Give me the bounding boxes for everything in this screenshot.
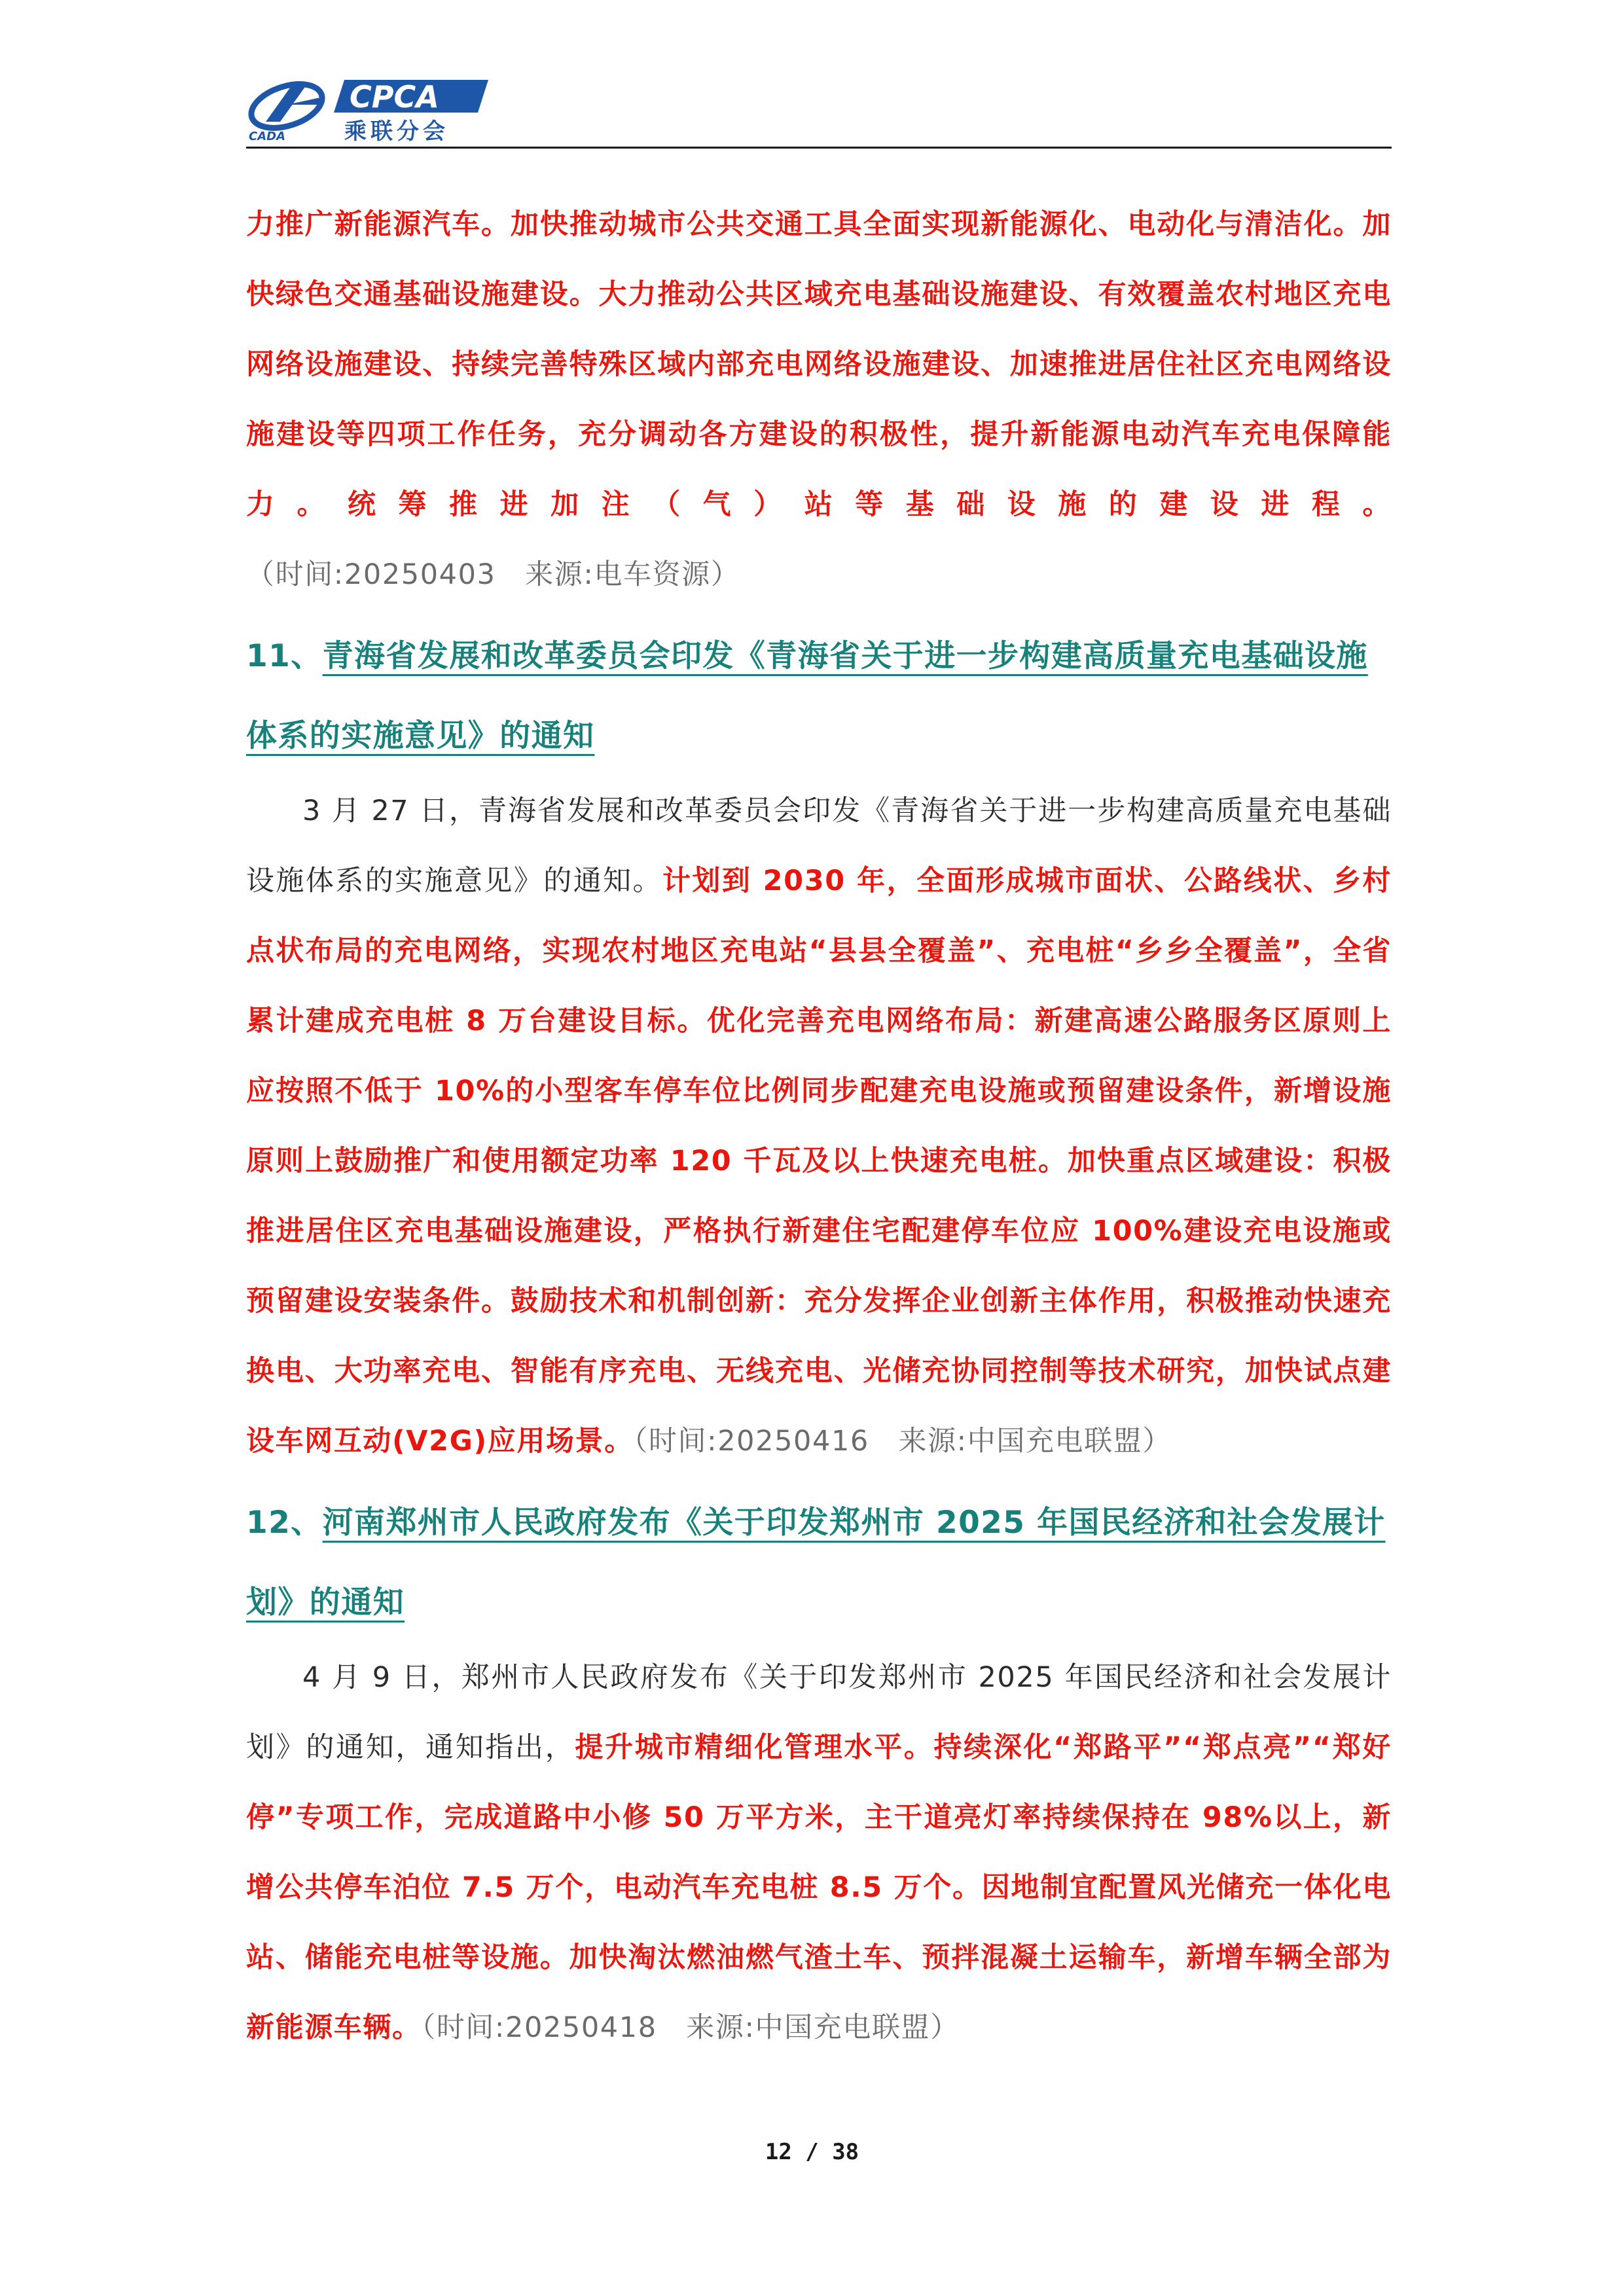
section-12-title: 河南郑州市人民政府发布《关于印发郑州市 2025 年国民经济和社会发展计划》的通知 [246, 1505, 1386, 1621]
section-11-title: 青海省发展和改革委员会印发《青海省关于进一步构建高质量充电基础设施体系的实施意见》的通知 [246, 638, 1368, 754]
intro-source: （时间:20250403 来源:电车资源） [246, 558, 740, 591]
logo-cn-text: 乘联分会 [344, 118, 449, 144]
section-12-source: （时间:20250418 来源:中国充电联盟） [421, 2011, 960, 2044]
document-body [246, 190, 1392, 2063]
section-12-paragraph [246, 1643, 1392, 2063]
section-11-source: （时间:20250416 来源:中国充电联盟） [633, 1425, 1172, 1458]
logo-small-text: CADA [249, 130, 286, 143]
header-divider [246, 147, 1392, 149]
page-number: 12 / 38 [765, 2139, 859, 2165]
cpca-logo [246, 71, 488, 144]
section-11-paragraph [246, 776, 1392, 1477]
section-12-emphasis: 提升城市精细化管理水平。持续深化“郑路平”“郑点亮”“郑好停”专项工作，完成道路中小修 50 万平方米，主干道亮灯率持续保持在 98%以上，新增公共停车泊位 7.5 万个，电动汽车充电桩 8.5 万个。因地制宜配置风光储充一体化电站、储能充电桩等设施。加快淘汰燃油燃气渣土车、预拌混凝土运输车，新增车辆全部为新能源车辆。 [246, 1731, 1392, 2044]
logo-latin-text: CPCA [350, 79, 439, 115]
page-header [246, 65, 1392, 151]
section-12-number: 12、 [246, 1505, 323, 1541]
section-11-number: 11、 [246, 638, 323, 674]
section-11-plain: 3 月 27 日，青海省发展和改革委员会印发《青海省关于进一步构建高质量充电基础设施体系的实施意见》的通知。 [246, 795, 1392, 897]
intro-emphasis: 力推广新能源汽车。加快推动城市公共交通工具全面实现新能源化、电动化与清洁化。加快绿色交通基础设施建设。大力推动公共区域充电基础设施建设、有效覆盖农村地区充电网络设施建设、持续完善特殊区域内部充电网络设施建设、加速推进居住社区充电网络设施建设等四项工作任务，充分调动各方建设的积极性，提升新能源电动汽车充电保障能力。统筹推进加注（气）站等基础设施的建设进程。 [246, 208, 1392, 521]
section-11-heading [246, 617, 1392, 776]
intro-paragraph [246, 190, 1392, 610]
section-12-plain: 4 月 9 日，郑州市人民政府发布《关于印发郑州市 2025 年国民经济和社会发展计划》的通知，通知指出， [246, 1661, 1392, 1764]
section-12-heading [246, 1483, 1392, 1643]
section-11-emphasis: 计划到 2030 年，全面形成城市面状、公路线状、乡村点状布局的充电网络，实现农村地区充电站“县县全覆盖”、充电桩“乡乡全覆盖”，全省累计建成充电桩 8 万台建设目标。优化完善充电网络布局：新建高速公路服务区原则上应按照不低于 10%的小型客车停车位比例同步配建充电设施或预留建设条件，新增设施原则上鼓励推广和使用额定功率 120 千瓦及以上快速充电桩。加快重点区域建设：积极推进居住区充电基础设施建设，严格执行新建住宅配建停车位应 100%建设充电设施或预留建设安装条件。鼓励技术和机制创新：充分发挥企业创新主体作用，积极推动快速充换电、大功率充电、智能有序充电、无线充电、光储充协同控制等技术研究，加快试点建设车网互动(V2G)应用场景。 [246, 865, 1392, 1458]
